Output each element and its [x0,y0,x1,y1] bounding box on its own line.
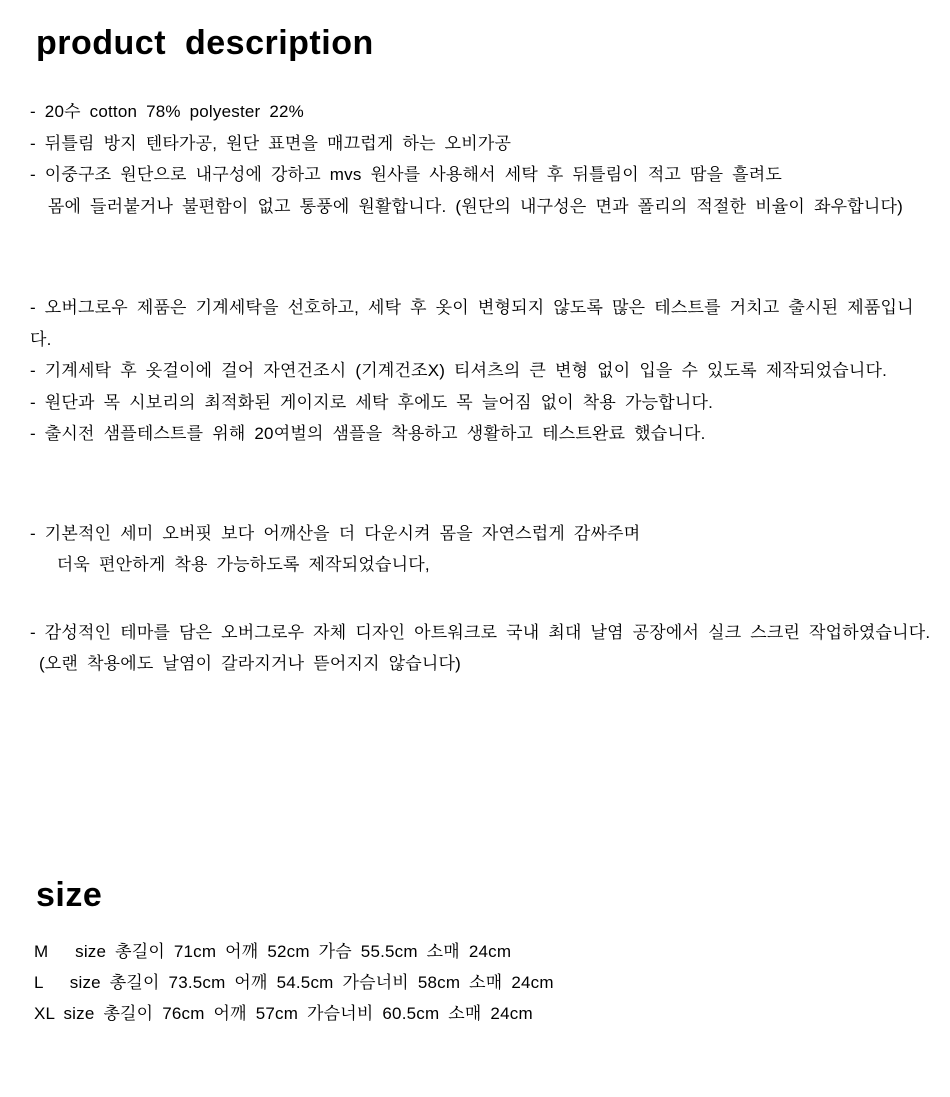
size-row-l: L size 총길이 73.5cm 어깨 54.5cm 가슴너비 58cm 소매 24cm [34,972,554,992]
size-section-title: size [36,875,103,914]
description-paragraph-fabric [30,96,932,222]
product-description-title: product description [36,24,374,62]
size-table [34,936,932,1029]
description-line: - 출시전 샘플테스트를 위해 20여벌의 샘플을 착용하고 생활하고 테스트완료 했습니다. [30,424,706,443]
description-paragraph-fit [30,518,932,581]
description-line: - 감성적인 테마를 담은 오버그로우 자체 디자인 아트워크로 국내 최대 날염 공장에서 실크 스크린 작업하였습니다. [30,622,931,642]
description-line: - 기계세탁 후 옷걸이에 걸어 자연건조시 (기계건조X) 티셔츠의 큰 변형 없이 입을 수 있도록 제작되었습니다. [30,361,888,380]
description-line: - 20수 cotton 78% polyester 22% [30,102,304,121]
description-line: (오랜 착용에도 날염이 갈라지거나 뜯어지지 않습니다) [30,654,461,673]
description-line: - 오버그로우 제품은 기계세탁을 선호하고, 세탁 후 옷이 변형되지 않도록 많은 테스트를 거치고 출시된 제품입니다. [30,298,914,349]
description-line: - 기본적인 세미 오버핏 보다 어깨산을 더 다운시켜 몸을 자연스럽게 감싸주며 [30,523,641,543]
description-paragraph-artwork [30,617,932,680]
description-line: - 뒤틀림 방지 텐타가공, 원단 표면을 매끄럽게 하는 오비가공 [30,133,512,153]
description-paragraph-washing [30,292,932,450]
description-line: 더욱 편안하게 착용 가능하도록 제작되었습니다, [30,555,430,574]
description-line: - 원단과 목 시보리의 최적화된 게이지로 세탁 후에도 목 늘어짐 없이 착용 가능합니다. [30,392,714,412]
description-line: - 이중구조 원단으로 내구성에 강하고 mvs 원사를 사용해서 세탁 후 뒤틀림이 적고 땀을 흘려도 [30,165,783,184]
size-row-xl: XL size 총길이 76cm 어깨 57cm 가슴너비 60.5cm 소매 24cm [34,1003,533,1023]
description-line: 몸에 들러붙거나 불편함이 없고 통풍에 원활합니다. (원단의 내구성은 면과 폴리의 적절한 비율이 좌우합니다) [30,196,903,216]
size-row-m: M size 총길이 71cm 어깨 52cm 가슴 55.5cm 소매 24cm [34,941,512,961]
